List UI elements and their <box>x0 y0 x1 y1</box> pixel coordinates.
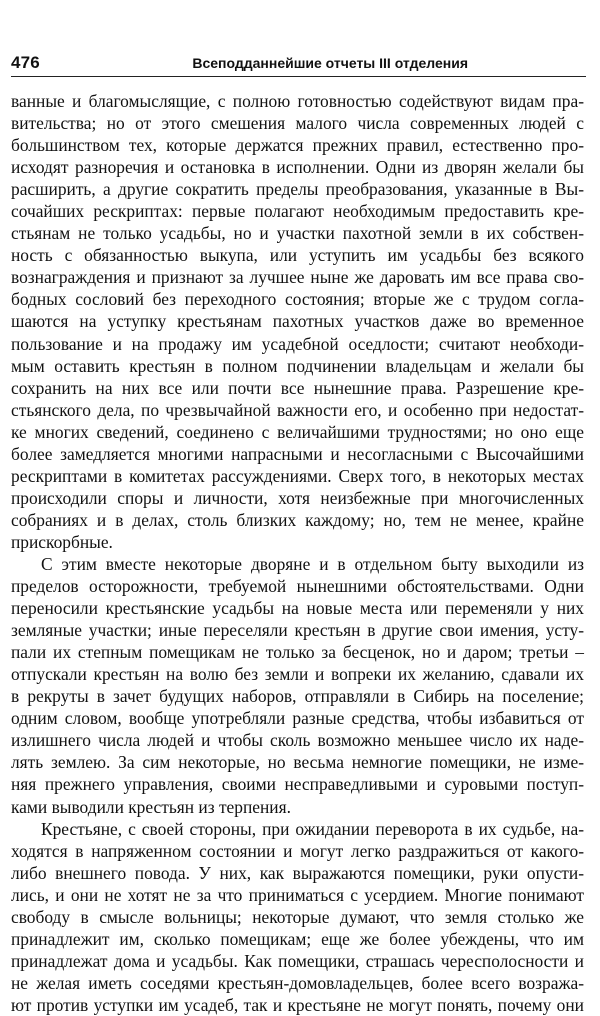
text-line: сочайших рескриптах: первые полагают необходимым предоставить кре- <box>11 201 584 222</box>
text-line: происходили споры и личности, хотя неизбежные при многочисленных <box>11 487 584 508</box>
text-line: лять землею. За сим некоторые, но весьма немногие помещики, не изме- <box>11 752 584 773</box>
text-line: собраниях и в делах, столь близких каждому; но, тем не менее, крайне <box>11 509 584 530</box>
text-line: стьянского дела, по чрезвычайной важности его, и особенно при недостат- <box>11 399 584 420</box>
text-line: в рекруты в зачет будущих наборов, отправляли в Сибирь на поселение; <box>11 686 584 707</box>
text-line: переносили крестьянские усадьбы на новые места или переменяли у них <box>11 598 584 619</box>
text-line: отпускали крестьян на волю без земли и вопреки их желанию, сдавали их <box>11 664 584 685</box>
text-line: пределов осторожности, требуемой нынешними обстоятельствами. Одни <box>11 576 584 597</box>
text-line: принадлежат дома и усадьбы. Как помещики, страшась чересполосности и <box>11 950 584 971</box>
text-line: ке многих сведений, соединено с величайшими трудностями; но оно еще <box>11 421 584 442</box>
text-line: С этим вместе некоторые дворяне и в отдельном быту выходили из <box>41 553 584 574</box>
text-line: излишнего числа людей и чтобы сколь возможно меньшее число их наде- <box>11 730 584 751</box>
text-line: одним словом, вообще употребляли разные средства, чтобы избавиться от <box>11 708 584 729</box>
running-title: Всеподданнейшие отчеты III отделения <box>192 55 468 71</box>
text-line: свободу в смысле вольницы; некоторые думают, что земля столько же <box>11 906 584 927</box>
text-line: Крестьяне, с своей стороны, при ожидании переворота в их судьбе, на- <box>41 818 584 839</box>
text-line: мым оставить крестьян в полном подчинении владельцам и желали бы <box>11 355 584 376</box>
body-text <box>11 90 584 1016</box>
text-line: сохранить на них все или почти все нынешние права. Разрешение кре- <box>11 377 584 398</box>
text-line: принадлежит им, сколько помещикам; еще же более убеждены, что им <box>11 928 584 949</box>
text-line: ванные и благомыслящие, с полною готовностью содействуют видам пра- <box>11 91 584 111</box>
text-line: шаются на уступку крестьянам пахотных участков даже во временное <box>11 311 584 332</box>
text-line: ность с обязанностью выкупа, или уступить им усадьбы без всякого <box>11 245 584 266</box>
text-line: прискорбные. <box>11 531 113 552</box>
text-line: пользование и на продажу им усадебной оседлости; считают необходи- <box>11 333 584 354</box>
text-line: большинством тех, которые держатся прежних правил, естественно про- <box>11 135 584 156</box>
text-line: ками выводили крестьян из терпения. <box>11 796 291 817</box>
text-line: земляные участки; иные переселяли крестьян в другие свои имения, усту- <box>11 620 584 641</box>
text-line: пали их степным помещикам не только за бесценок, но и даром; третьи – <box>11 642 584 663</box>
text-line: более замедляется многими напрасными и несогласными с Высочайшими <box>11 443 584 464</box>
text-line: либо внешнего повода. У них, как выражаются помещики, руки опусти- <box>11 862 584 883</box>
text-line: няя прежнего управления, своими несправедливыми и суровыми поступ- <box>11 774 584 795</box>
text-line: ют против уступки им усадеб, так и крестьяне не могут понять, почему они <box>11 994 584 1015</box>
text-line: рескриптами в комитетах рассуждениями. Сверх того, в некоторых местах <box>11 465 584 486</box>
text-line: вительства; но от этого смешения малого числа современных людей с <box>11 113 584 134</box>
text-line: исходят разноречия и остановка в исполнении. Одни из дворян желали бы <box>11 157 584 178</box>
paragraph <box>11 553 584 818</box>
text-line: ходятся в напряженном состоянии и могут легко раздражиться от какого- <box>11 840 584 861</box>
text-line: бодных сословий без переходного состояния; вторые же с трудом согла- <box>11 289 584 310</box>
text-line: лись, и они не хотят не за что приниматься с усердием. Многие понимают <box>11 884 584 905</box>
text-line: стьянам не только усадьбы, но и участки пахотной земли в их собствен- <box>11 223 584 244</box>
page-header <box>11 52 586 77</box>
text-line: вознаграждения и признают за лучшее ныне же даровать им все права сво- <box>11 267 584 288</box>
text-line: расширить, а другие сократить пределы преобразования, указанные в Вы- <box>11 179 584 200</box>
page-number: 476 <box>11 53 40 72</box>
paragraph <box>11 818 584 1016</box>
paragraph <box>11 90 584 553</box>
text-line: не желая иметь соседями крестьян-домовладельцев, более всего возража- <box>11 972 584 993</box>
